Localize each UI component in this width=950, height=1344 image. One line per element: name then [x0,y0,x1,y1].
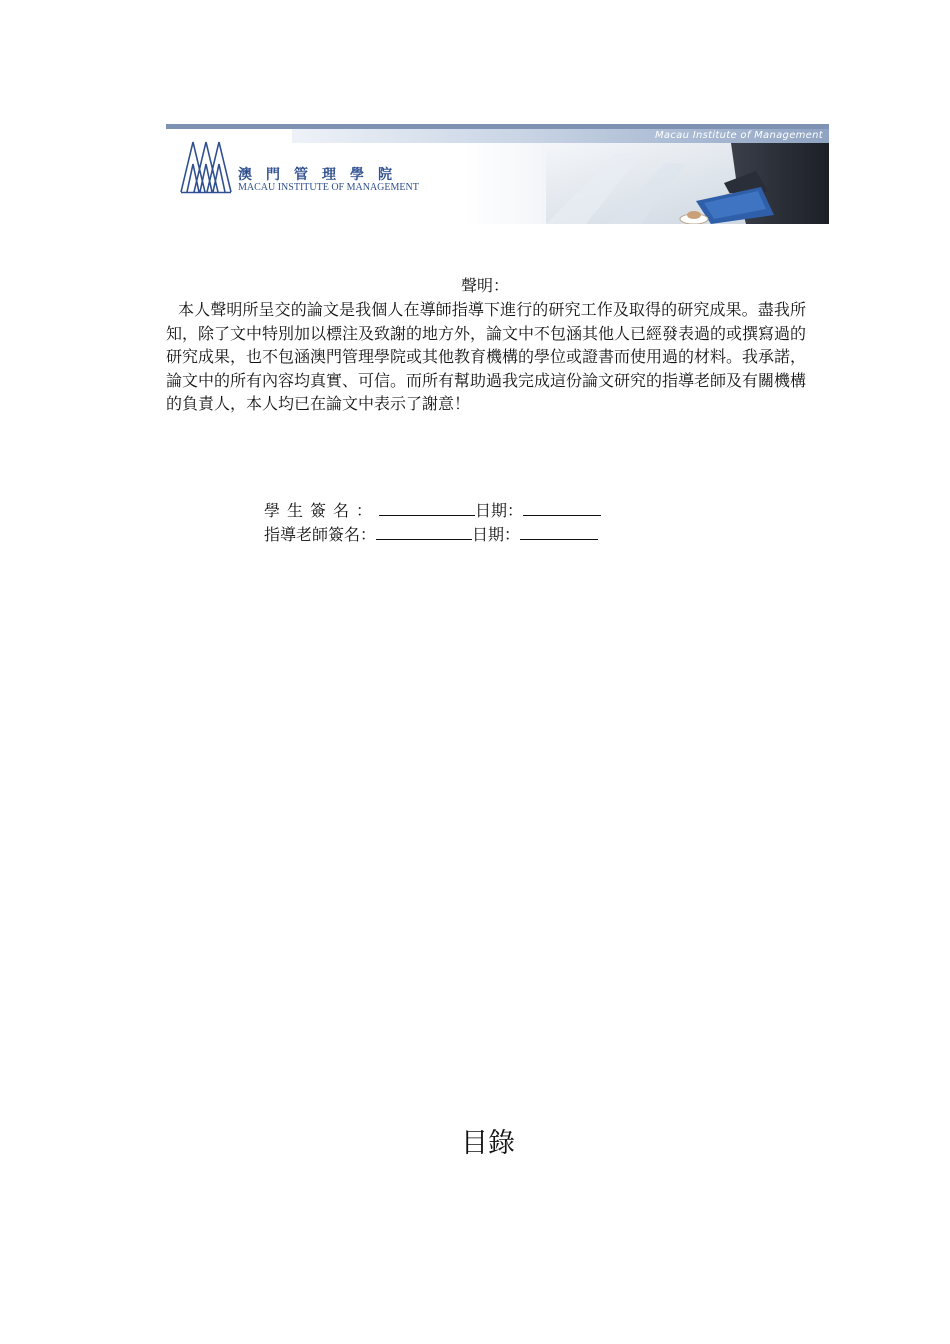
student-signature-blank[interactable] [379,500,475,516]
banner-strip [292,129,829,143]
advisor-date-blank[interactable] [520,524,598,540]
institution-banner [166,124,829,224]
banner-strip-text: Macau Institute of Management [655,130,823,141]
advisor-signature-blank[interactable] [376,524,472,540]
business-photo-image [546,143,829,224]
institute-logo-icon [180,140,232,194]
institute-name-english: MACAU INSTITUTE OF MANAGEMENT [238,182,419,193]
declaration-body: 本人聲明所呈交的論文是我個人在導師指導下進行的研究工作及取得的研究成果。盡我所知，除了文中特別加以標注及致謝的地方外，論文中不包涵其他人已經發表過的或撰寫過的研究成果，也不包涵澳門管理學院或其他教育機構的學位或證書而使用過的材料。我承諾，論文中的所有內容均真實、可信。而所有幫助過我完成這份論文研究的指導老師及有關機構的負責人，本人均已在論文中表示了謝意！ [166,300,807,413]
declaration-title: 聲明： [460,276,509,295]
institute-name-chinese: 澳門管理學院 [238,167,406,183]
advisor-signature-label: 指導老師簽名： [264,525,377,544]
student-signature-label: 學生簽名： [264,501,380,520]
toc-title: 目錄 [461,1128,515,1159]
student-date-label: 日期： [475,501,524,520]
student-date-blank[interactable] [523,500,601,516]
advisor-date-label: 日期： [472,525,521,544]
student-signature-line [264,500,601,522]
advisor-signature-line [264,524,598,546]
